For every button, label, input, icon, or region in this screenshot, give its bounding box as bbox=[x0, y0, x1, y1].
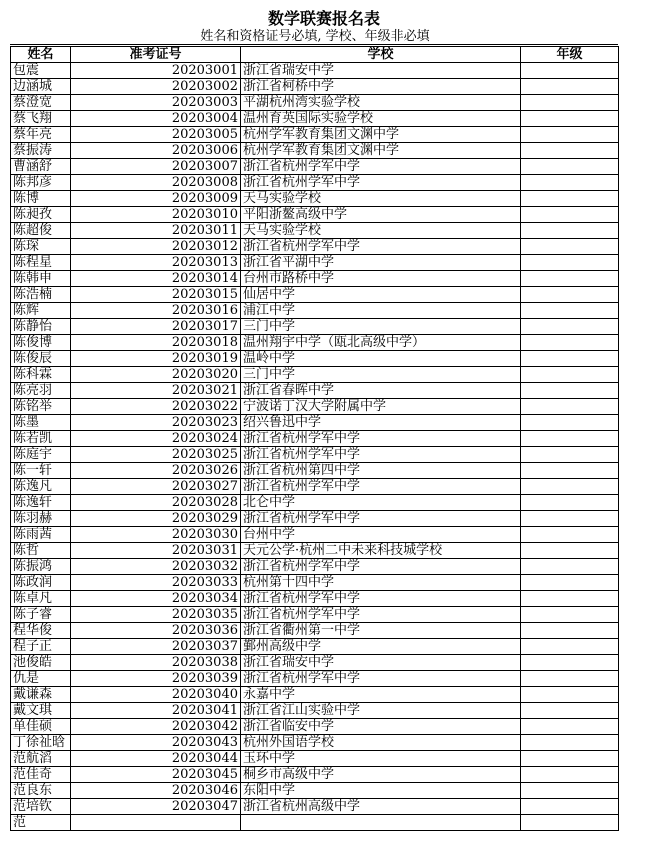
cell-school: 浙江省杭州学军中学 bbox=[241, 159, 521, 175]
cell-grade bbox=[521, 527, 619, 543]
cell-school: 仙居中学 bbox=[241, 287, 521, 303]
cell-name: 陈政润 bbox=[11, 575, 71, 591]
table-row bbox=[11, 351, 619, 367]
cell-grade bbox=[521, 239, 619, 255]
table-row bbox=[11, 63, 619, 79]
cell-grade bbox=[521, 687, 619, 703]
cell-name: 陈超俊 bbox=[11, 223, 71, 239]
cell-id: 20203017 bbox=[71, 319, 241, 335]
cell-id: 20203009 bbox=[71, 191, 241, 207]
header-grade: 年级 bbox=[521, 47, 619, 63]
table-row bbox=[11, 687, 619, 703]
cell-school: 浙江省江山实验中学 bbox=[241, 703, 521, 719]
table-row bbox=[11, 415, 619, 431]
cell-school: 浙江省杭州学军中学 bbox=[241, 431, 521, 447]
table-row bbox=[11, 287, 619, 303]
cell-grade bbox=[521, 591, 619, 607]
cell-grade bbox=[521, 815, 619, 831]
cell-school: 杭州学军教育集团文渊中学 bbox=[241, 143, 521, 159]
cell-school: 杭州学军教育集团文渊中学 bbox=[241, 127, 521, 143]
cell-name: 蔡年亮 bbox=[11, 127, 71, 143]
cell-id: 20203046 bbox=[71, 783, 241, 799]
cell-grade bbox=[521, 671, 619, 687]
cell-id: 20203018 bbox=[71, 335, 241, 351]
form-title: 数学联赛报名表 bbox=[267, 9, 380, 28]
cell-grade bbox=[521, 319, 619, 335]
cell-grade bbox=[521, 543, 619, 559]
cell-id: 20203007 bbox=[71, 159, 241, 175]
cell-name: 陈雨茜 bbox=[11, 527, 71, 543]
cell-id: 20203011 bbox=[71, 223, 241, 239]
cell-school: 浙江省杭州学军中学 bbox=[241, 559, 521, 575]
cell-name: 曹涵舒 bbox=[11, 159, 71, 175]
cell-school: 永嘉中学 bbox=[241, 687, 521, 703]
cell-name: 陈羽赫 bbox=[11, 511, 71, 527]
cell-grade bbox=[521, 143, 619, 159]
cell-school: 浙江省杭州学军中学 bbox=[241, 511, 521, 527]
table-row bbox=[11, 399, 619, 415]
cell-name: 陈程星 bbox=[11, 255, 71, 271]
cell-school: 宁波诺丁汉大学附属中学 bbox=[241, 399, 521, 415]
cell-id: 20203003 bbox=[71, 95, 241, 111]
cell-name: 陈俊博 bbox=[11, 335, 71, 351]
cell-grade bbox=[521, 767, 619, 783]
cell-id: 20203040 bbox=[71, 687, 241, 703]
cell-grade bbox=[521, 607, 619, 623]
cell-grade bbox=[521, 431, 619, 447]
cell-school: 浙江省杭州学军中学 bbox=[241, 447, 521, 463]
cell-id: 20203039 bbox=[71, 671, 241, 687]
table-row bbox=[11, 303, 619, 319]
cell-id: 20203041 bbox=[71, 703, 241, 719]
cell-school: 浙江省柯桥中学 bbox=[241, 79, 521, 95]
form-subtitle: 姓名和资格证号必填, 学校、年级非必填 bbox=[200, 29, 430, 44]
table-row bbox=[11, 319, 619, 335]
header-id: 准考证号 bbox=[71, 47, 241, 63]
cell-name: 陈逸凡 bbox=[11, 479, 71, 495]
table-row bbox=[11, 767, 619, 783]
cell-grade bbox=[521, 175, 619, 191]
cell-name: 陈科霖 bbox=[11, 367, 71, 383]
cell-name: 边涵城 bbox=[11, 79, 71, 95]
cell-school bbox=[241, 815, 521, 831]
cell-name: 陈辉 bbox=[11, 303, 71, 319]
cell-name: 陈一轩 bbox=[11, 463, 71, 479]
cell-name: 陈浩楠 bbox=[11, 287, 71, 303]
cell-id: 20203037 bbox=[71, 639, 241, 655]
cell-school: 浙江省杭州学军中学 bbox=[241, 607, 521, 623]
cell-school: 温州翔宇中学（瓯北高级中学） bbox=[241, 335, 521, 351]
cell-name: 陈逸轩 bbox=[11, 495, 71, 511]
table-row bbox=[11, 255, 619, 271]
cell-id: 20203001 bbox=[71, 63, 241, 79]
table-row bbox=[11, 367, 619, 383]
table-row bbox=[11, 207, 619, 223]
cell-name: 程华俊 bbox=[11, 623, 71, 639]
cell-name: 陈铭举 bbox=[11, 399, 71, 415]
cell-name: 丁徐祉晗 bbox=[11, 735, 71, 751]
table-row bbox=[11, 383, 619, 399]
cell-school: 浙江省杭州学军中学 bbox=[241, 175, 521, 191]
cell-id: 20203002 bbox=[71, 79, 241, 95]
cell-grade bbox=[521, 127, 619, 143]
table-row bbox=[11, 671, 619, 687]
cell-name: 陈邦彦 bbox=[11, 175, 71, 191]
cell-id: 20203019 bbox=[71, 351, 241, 367]
cell-grade bbox=[521, 575, 619, 591]
cell-id: 20203016 bbox=[71, 303, 241, 319]
cell-grade bbox=[521, 463, 619, 479]
cell-grade bbox=[521, 751, 619, 767]
cell-school: 平阳浙鳌高级中学 bbox=[241, 207, 521, 223]
cell-grade bbox=[521, 415, 619, 431]
table-row bbox=[11, 719, 619, 735]
table-row bbox=[11, 431, 619, 447]
cell-id: 20203015 bbox=[71, 287, 241, 303]
cell-name: 陈俊辰 bbox=[11, 351, 71, 367]
cell-grade bbox=[521, 703, 619, 719]
table-row bbox=[11, 479, 619, 495]
cell-grade bbox=[521, 159, 619, 175]
cell-grade bbox=[521, 223, 619, 239]
cell-id: 20203042 bbox=[71, 719, 241, 735]
table-row bbox=[11, 607, 619, 623]
cell-grade bbox=[521, 799, 619, 815]
cell-id bbox=[71, 815, 241, 831]
cell-grade bbox=[521, 79, 619, 95]
cell-school: 浙江省平湖中学 bbox=[241, 255, 521, 271]
cell-school: 北仑中学 bbox=[241, 495, 521, 511]
cell-name: 陈卓凡 bbox=[11, 591, 71, 607]
cell-id: 20203022 bbox=[71, 399, 241, 415]
cell-name: 池俊皓 bbox=[11, 655, 71, 671]
cell-school: 浦江中学 bbox=[241, 303, 521, 319]
cell-grade bbox=[521, 207, 619, 223]
cell-grade bbox=[521, 111, 619, 127]
subtitle-rule bbox=[10, 44, 618, 45]
cell-id: 20203044 bbox=[71, 751, 241, 767]
cell-school: 东阳中学 bbox=[241, 783, 521, 799]
cell-school: 平湖杭州湾实验学校 bbox=[241, 95, 521, 111]
cell-id: 20203024 bbox=[71, 431, 241, 447]
cell-school: 桐乡市高级中学 bbox=[241, 767, 521, 783]
cell-id: 20203006 bbox=[71, 143, 241, 159]
table-row bbox=[11, 335, 619, 351]
cell-id: 20203036 bbox=[71, 623, 241, 639]
table-row bbox=[11, 447, 619, 463]
cell-grade bbox=[521, 399, 619, 415]
cell-school: 台州中学 bbox=[241, 527, 521, 543]
cell-name: 范培钦 bbox=[11, 799, 71, 815]
cell-grade bbox=[521, 623, 619, 639]
cell-id: 20203025 bbox=[71, 447, 241, 463]
cell-grade bbox=[521, 191, 619, 207]
cell-id: 20203012 bbox=[71, 239, 241, 255]
table-row bbox=[11, 575, 619, 591]
table-row bbox=[11, 639, 619, 655]
header-name: 姓名 bbox=[11, 47, 71, 63]
cell-school: 浙江省瑞安中学 bbox=[241, 655, 521, 671]
table-row bbox=[11, 559, 619, 575]
cell-name: 仇是 bbox=[11, 671, 71, 687]
header-school: 学校 bbox=[241, 47, 521, 63]
cell-name: 范 bbox=[11, 815, 71, 831]
cell-id: 20203029 bbox=[71, 511, 241, 527]
cell-id: 20203021 bbox=[71, 383, 241, 399]
cell-grade bbox=[521, 719, 619, 735]
table-row bbox=[11, 527, 619, 543]
cell-name: 戴文琪 bbox=[11, 703, 71, 719]
table-row bbox=[11, 239, 619, 255]
cell-name: 单佳硕 bbox=[11, 719, 71, 735]
cell-name: 陈韩申 bbox=[11, 271, 71, 287]
cell-grade bbox=[521, 351, 619, 367]
cell-school: 天马实验学校 bbox=[241, 223, 521, 239]
cell-name: 蔡振涛 bbox=[11, 143, 71, 159]
table-row bbox=[11, 271, 619, 287]
cell-grade bbox=[521, 479, 619, 495]
cell-id: 20203013 bbox=[71, 255, 241, 271]
table-row bbox=[11, 751, 619, 767]
table-row bbox=[11, 783, 619, 799]
cell-school: 浙江省杭州学军中学 bbox=[241, 591, 521, 607]
cell-id: 20203031 bbox=[71, 543, 241, 559]
cell-name: 蔡澄宽 bbox=[11, 95, 71, 111]
table-row bbox=[11, 175, 619, 191]
table-row bbox=[11, 543, 619, 559]
table-row bbox=[11, 95, 619, 111]
cell-grade bbox=[521, 335, 619, 351]
table-row bbox=[11, 495, 619, 511]
cell-grade bbox=[521, 303, 619, 319]
cell-name: 戴谦森 bbox=[11, 687, 71, 703]
cell-name: 陈若凯 bbox=[11, 431, 71, 447]
cell-name: 陈哲 bbox=[11, 543, 71, 559]
cell-school: 浙江省临安中学 bbox=[241, 719, 521, 735]
cell-id: 20203033 bbox=[71, 575, 241, 591]
cell-id: 20203028 bbox=[71, 495, 241, 511]
cell-id: 20203027 bbox=[71, 479, 241, 495]
cell-name: 范良东 bbox=[11, 783, 71, 799]
cell-id: 20203026 bbox=[71, 463, 241, 479]
cell-grade bbox=[521, 95, 619, 111]
cell-grade bbox=[521, 367, 619, 383]
cell-school: 温岭中学 bbox=[241, 351, 521, 367]
cell-grade bbox=[521, 255, 619, 271]
cell-name: 程子正 bbox=[11, 639, 71, 655]
table-row bbox=[11, 655, 619, 671]
cell-name: 包震 bbox=[11, 63, 71, 79]
cell-id: 20203045 bbox=[71, 767, 241, 783]
cell-id: 20203035 bbox=[71, 607, 241, 623]
cell-grade bbox=[521, 783, 619, 799]
cell-school: 杭州第十四中学 bbox=[241, 575, 521, 591]
table-row bbox=[11, 591, 619, 607]
cell-school: 浙江省杭州高级中学 bbox=[241, 799, 521, 815]
cell-id: 20203043 bbox=[71, 735, 241, 751]
cell-name: 陈子睿 bbox=[11, 607, 71, 623]
cell-school: 绍兴鲁迅中学 bbox=[241, 415, 521, 431]
cell-id: 20203020 bbox=[71, 367, 241, 383]
cell-grade bbox=[521, 639, 619, 655]
cell-grade bbox=[521, 495, 619, 511]
cell-school: 温州育英国际实验学校 bbox=[241, 111, 521, 127]
cell-grade bbox=[521, 287, 619, 303]
cell-grade bbox=[521, 511, 619, 527]
table-row bbox=[11, 79, 619, 95]
cell-school: 三门中学 bbox=[241, 319, 521, 335]
cell-name: 陈博 bbox=[11, 191, 71, 207]
cell-id: 20203047 bbox=[71, 799, 241, 815]
cell-school: 浙江省杭州第四中学 bbox=[241, 463, 521, 479]
cell-school: 浙江省杭州学军中学 bbox=[241, 671, 521, 687]
cell-id: 20203034 bbox=[71, 591, 241, 607]
cell-name: 陈振鸿 bbox=[11, 559, 71, 575]
table-row bbox=[11, 815, 619, 831]
cell-grade bbox=[521, 735, 619, 751]
cell-school: 三门中学 bbox=[241, 367, 521, 383]
table-row bbox=[11, 703, 619, 719]
cell-grade bbox=[521, 63, 619, 79]
header-row bbox=[11, 47, 619, 63]
cell-id: 20203005 bbox=[71, 127, 241, 143]
cell-name: 陈墨 bbox=[11, 415, 71, 431]
table-row bbox=[11, 463, 619, 479]
table-row bbox=[11, 735, 619, 751]
cell-id: 20203032 bbox=[71, 559, 241, 575]
cell-name: 陈静怡 bbox=[11, 319, 71, 335]
cell-id: 20203010 bbox=[71, 207, 241, 223]
cell-id: 20203038 bbox=[71, 655, 241, 671]
cell-grade bbox=[521, 447, 619, 463]
cell-name: 范航滔 bbox=[11, 751, 71, 767]
table-row bbox=[11, 799, 619, 815]
cell-grade bbox=[521, 559, 619, 575]
cell-grade bbox=[521, 655, 619, 671]
cell-grade bbox=[521, 383, 619, 399]
cell-school: 台州市路桥中学 bbox=[241, 271, 521, 287]
table-row bbox=[11, 127, 619, 143]
registration-table bbox=[10, 46, 619, 831]
cell-school: 浙江省杭州学军中学 bbox=[241, 239, 521, 255]
table-row bbox=[11, 223, 619, 239]
cell-school: 浙江省衢州第一中学 bbox=[241, 623, 521, 639]
cell-school: 浙江省春晖中学 bbox=[241, 383, 521, 399]
table-row bbox=[11, 511, 619, 527]
cell-name: 陈昶孜 bbox=[11, 207, 71, 223]
table-row bbox=[11, 159, 619, 175]
cell-school: 浙江省瑞安中学 bbox=[241, 63, 521, 79]
cell-school: 天元公学·杭州二中未来科技城学校 bbox=[241, 543, 521, 559]
cell-name: 蔡飞翔 bbox=[11, 111, 71, 127]
cell-name: 陈琛 bbox=[11, 239, 71, 255]
cell-school: 天马实验学校 bbox=[241, 191, 521, 207]
cell-id: 20203014 bbox=[71, 271, 241, 287]
cell-name: 陈庭宇 bbox=[11, 447, 71, 463]
cell-id: 20203030 bbox=[71, 527, 241, 543]
cell-name: 范佳奇 bbox=[11, 767, 71, 783]
cell-grade bbox=[521, 271, 619, 287]
table-row bbox=[11, 111, 619, 127]
cell-id: 20203004 bbox=[71, 111, 241, 127]
table-row bbox=[11, 143, 619, 159]
cell-school: 浙江省杭州学军中学 bbox=[241, 479, 521, 495]
cell-name: 陈亮羽 bbox=[11, 383, 71, 399]
cell-id: 20203023 bbox=[71, 415, 241, 431]
cell-school: 鄞州高级中学 bbox=[241, 639, 521, 655]
cell-id: 20203008 bbox=[71, 175, 241, 191]
cell-school: 杭州外国语学校 bbox=[241, 735, 521, 751]
table-row bbox=[11, 623, 619, 639]
cell-school: 玉环中学 bbox=[241, 751, 521, 767]
table-row bbox=[11, 191, 619, 207]
